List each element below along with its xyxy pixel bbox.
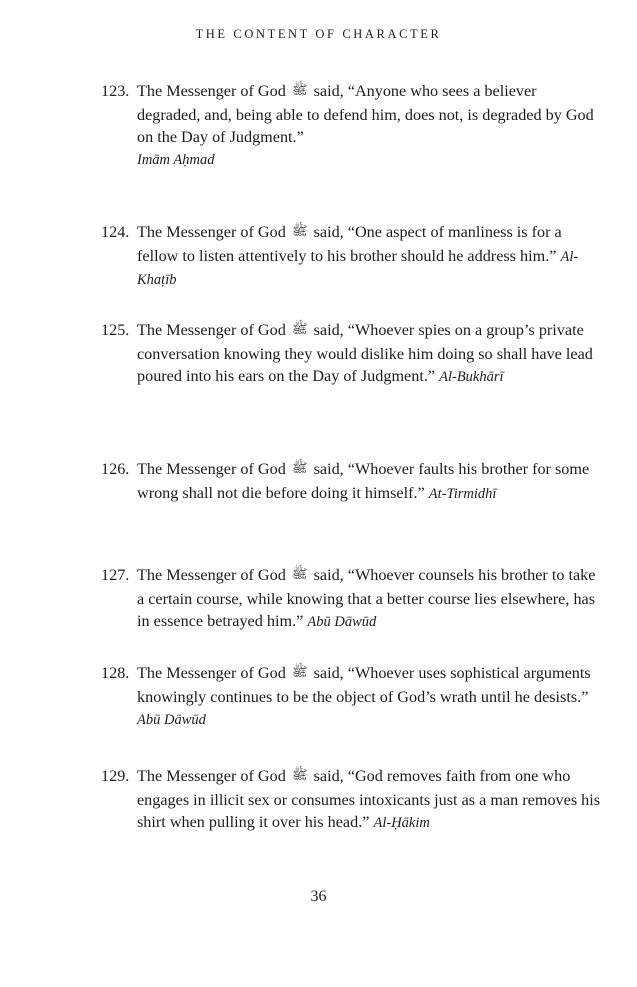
entry-number: 123.: [101, 82, 130, 100]
entry-source: Abū Dāwūd: [137, 712, 206, 728]
entry-source: Imām Aḥmad: [137, 152, 215, 168]
salawat-calligraphy-icon: ﷺ: [291, 224, 308, 239]
entry-lead: The Messenger of God: [137, 664, 286, 682]
entry-body: said, “Anyone who sees a believer degraded, and, being able to defend him, does not, is degraded by God on the Day of Judgment.”: [137, 82, 594, 146]
hadith-entry-123: [101, 80, 601, 171]
entry-lead: The Messenger of God: [137, 767, 286, 785]
entry-lead: The Messenger of God: [137, 223, 286, 241]
entry-source: Al-Ḥākim: [373, 815, 430, 831]
hadith-entry-125: [101, 319, 601, 388]
hadith-entry-128: [101, 662, 601, 731]
salawat-calligraphy-icon: ﷺ: [291, 322, 308, 337]
entry-number: 129.: [101, 767, 130, 785]
page-number: 36: [310, 888, 327, 905]
salawat-calligraphy-icon: ﷺ: [291, 665, 308, 680]
entry-text: [101, 662, 601, 731]
entry-number: 124.: [101, 223, 130, 241]
hadith-entry-127: [101, 564, 601, 633]
entry-lead: The Messenger of God: [137, 321, 286, 339]
hadith-entry-124: [101, 221, 601, 291]
hadith-entry-126: [101, 458, 601, 505]
salawat-calligraphy-icon: ﷺ: [291, 461, 308, 476]
entry-body: said, “Whoever spies on a group’s private conversation knowing they would dislike him doing so shall have lead poured into his ears on the Day of Judgment.”: [137, 321, 593, 385]
entry-source: Al-Khaṭīb: [137, 249, 579, 288]
entry-body: said, “Whoever uses sophistical arguments knowingly continues to be the object of God’s wrath until he desists.”: [137, 664, 591, 706]
entry-body: said, “Whoever counsels his brother to take a certain course, while knowing that a better course lies elsewhere, has in essence betrayed him.”: [137, 566, 596, 630]
entry-lead: The Messenger of God: [137, 460, 286, 478]
salawat-calligraphy-icon: ﷺ: [291, 83, 308, 98]
entry-body: said, “God removes faith from one who engages in illicit sex or consumes intoxicants just as a man removes his shirt when pulling it over his head.”: [137, 767, 601, 831]
entry-number: 128.: [101, 664, 130, 682]
entry-source: Abū Dāwūd: [307, 614, 377, 630]
salawat-calligraphy-icon: ﷺ: [291, 768, 308, 783]
entry-text: [101, 458, 601, 505]
entry-source: Al-Bukhārī: [439, 369, 504, 385]
salawat-calligraphy-icon: ﷺ: [291, 567, 308, 582]
entry-text: [101, 564, 601, 633]
entry-number: 127.: [101, 566, 130, 584]
entry-text: [101, 319, 601, 388]
entry-text: [101, 80, 601, 171]
entry-body: said, “One aspect of manliness is for a fellow to listen attentively to his brother should he address him.”: [137, 223, 562, 265]
entry-number: 126.: [101, 460, 130, 478]
entry-number: 125.: [101, 321, 130, 339]
hadith-entry-129: [101, 765, 601, 834]
entry-lead: The Messenger of God: [137, 566, 286, 584]
running-head: THE CONTENT OF CHARACTER: [195, 27, 442, 41]
entry-text: [101, 221, 601, 291]
entry-body: said, “Whoever faults his brother for some wrong shall not die before doing it himself.”: [137, 460, 590, 502]
entry-source: At-Tirmidhī: [428, 486, 497, 502]
entry-text: [101, 765, 601, 834]
entry-lead: The Messenger of God: [137, 82, 286, 100]
